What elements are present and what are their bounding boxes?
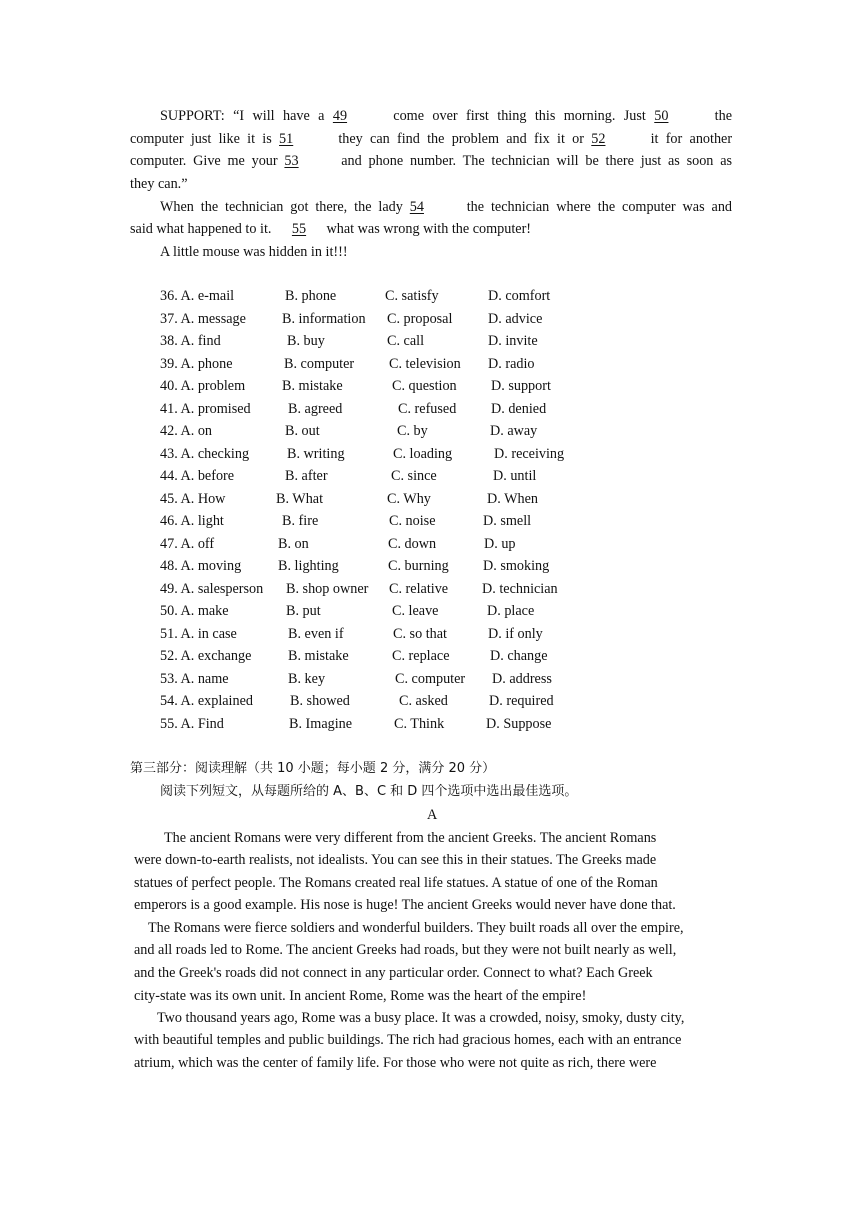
option-d: D. required [489,693,554,709]
option-c: C. so that [393,625,447,642]
option-d: D. Suppose [486,715,552,732]
passage-label: A [427,807,438,823]
option-b: B. computer [284,355,355,372]
text-run: When the technician got there, the lady [160,199,403,215]
option-a: 44. A. before [160,468,235,484]
text-run: come over first thing this morning. Just [393,108,646,124]
blank-53: 53 [284,153,299,169]
dialogue-line [130,132,732,146]
option-b: B. on [278,535,309,552]
option-b: B. out [285,423,320,439]
option-b: B. writing [287,445,345,462]
option-b: B. key [288,670,326,687]
option-a: 36. A. e-mail [160,288,235,304]
option-d: D. place [487,603,535,619]
blank-50: 50 [654,108,669,124]
passage-line: city-state was its own unit. In ancient Rome, Rome was the heart of the empire! [134,988,587,1004]
option-d: D. smell [483,513,532,529]
option-d: D. radio [488,355,535,372]
option-b: B. mistake [288,648,349,664]
text-run: said what happened to it. [130,221,272,237]
option-d: D. comfort [488,288,551,304]
option-b: B. mistake [282,378,343,394]
option-c: C. burning [388,558,449,574]
option-b: B. phone [285,288,337,304]
option-a: 54. A. explained [160,693,253,709]
section-heading: 第三部分：阅读理解（共 10 小题；每小题 2 分，满分 20 分） [130,761,496,776]
text-run: the technician where the computer was and [466,199,733,215]
option-d: D. When [487,490,538,507]
option-c: C. computer [395,670,466,687]
option-a: 41. A. promised [160,400,251,417]
passage-line: emperors is a good example. His nose is huge! The ancient Greeks would never have done that. [134,897,676,913]
text-run: what was wrong with the computer! [326,221,532,237]
option-c: C. Think [394,715,445,732]
text-run: SUPPORT: “I will have a [160,108,325,124]
option-c: C. question [392,378,457,394]
text-run: it for another [650,131,733,147]
dialogue-line [130,154,732,168]
option-b: B. What [276,490,324,507]
option-b: B. agreed [288,400,343,417]
option-d: D. smoking [483,558,550,574]
text-run: and phone number. The technician will be there just as soon as [341,153,733,169]
option-a: 55. A. Find [160,715,224,732]
passage-line: and the Greek's roads did not connect in any particular order. Connect to what? Each Greek [134,965,653,981]
option-d: D. change [490,648,548,664]
text-run: the [714,108,733,124]
dialogue-line [160,109,732,123]
option-c: C. since [391,468,437,484]
option-c: C. loading [393,445,453,462]
option-a: 52. A. exchange [160,648,252,664]
option-c: C. Why [387,490,431,507]
dialogue-line [160,200,732,214]
text-run: computer. Give me your [130,153,278,169]
passage-line: The Romans were fierce soldiers and wonderful builders. They built roads all over the empire, [148,920,684,936]
option-a: 50. A. make [160,603,229,619]
option-d: D. receiving [494,445,565,462]
section-instruction: 阅读下列短文，从每题所给的 A、B、C 和 D 四个选项中选出最佳选项。 [160,784,578,799]
passage-line: Two thousand years ago, Rome was a busy place. It was a crowded, noisy, smoky, dusty city, [157,1010,685,1026]
option-d: D. away [490,423,538,439]
option-b: B. put [286,603,321,619]
passage-line: and all roads led to Rome. The ancient Greeks had roads, but they were not built nearly as well, [134,942,677,958]
option-a: 42. A. on [160,423,213,439]
dialogue-line: A little mouse was hidden in it!!! [160,244,348,260]
option-b: B. Imagine [289,715,353,732]
passage-line: with beautiful temples and public buildings. The rich had gracious homes, each with an entrance [134,1032,682,1048]
option-d: D. if only [488,625,543,642]
option-a: 39. A. phone [160,355,233,372]
option-c: C. call [387,333,425,349]
passage-line: atrium, which was the center of family life. For those who were not quite as rich, there were [134,1055,657,1071]
option-a: 40. A. problem [160,378,246,394]
option-d: D. until [493,468,537,484]
option-a: 51. A. in case [160,625,237,642]
option-a: 47. A. off [160,535,215,552]
option-b: B. even if [288,625,344,642]
option-d: D. advice [488,310,543,327]
passage-line: The ancient Romans were very different from the ancient Greeks. The ancient Romans [164,830,657,846]
blank-55: 55 [291,221,307,237]
option-c: C. proposal [387,310,453,327]
option-b: B. shop owner [286,580,369,597]
option-c: C. down [388,535,437,552]
passage-line: statues of perfect people. The Romans created real life statues. A statue of one of the Roman [134,875,658,891]
option-a: 37. A. message [160,310,246,327]
option-c: C. relative [389,580,449,597]
blank-51: 51 [279,131,294,147]
option-b: B. buy [287,333,325,349]
option-c: C. satisfy [385,288,439,304]
option-b: B. lighting [278,558,339,574]
option-a: 43. A. checking [160,445,250,462]
option-d: D. invite [488,333,538,349]
option-a: 45. A. How [160,490,226,507]
option-b: B. showed [290,693,350,709]
dialogue-line: they can.” [130,176,188,192]
option-c: C. asked [399,693,448,709]
option-d: D. technician [482,580,558,597]
option-c: C. noise [389,513,436,529]
option-a: 38. A. find [160,333,221,349]
option-d: D. up [484,535,516,552]
option-a: 53. A. name [160,670,229,687]
option-c: C. television [389,355,461,372]
blank-52: 52 [591,131,606,147]
passage-line: were down-to-earth realists, not idealists. You can see this in their statues. The Greeks made [134,852,657,868]
option-d: D. support [491,378,551,394]
option-a: 49. A. salesperson [160,580,264,597]
option-a: 46. A. light [160,513,224,529]
option-c: C. leave [392,603,439,619]
option-b: B. after [285,468,328,484]
blank-49: 49 [332,108,348,124]
option-d: D. denied [491,400,547,417]
option-b: B. information [282,310,366,327]
text-run: they can find the problem and fix it or [338,131,584,147]
blank-54: 54 [409,199,424,215]
option-b: B. fire [282,513,319,529]
dialogue-line [130,222,531,236]
option-a: 48. A. moving [160,558,242,574]
option-d: D. address [492,670,552,687]
option-c: C. refused [398,400,457,417]
option-c: C. by [397,423,428,439]
text-run: computer just like it is [130,131,272,147]
option-c: C. replace [392,648,450,664]
